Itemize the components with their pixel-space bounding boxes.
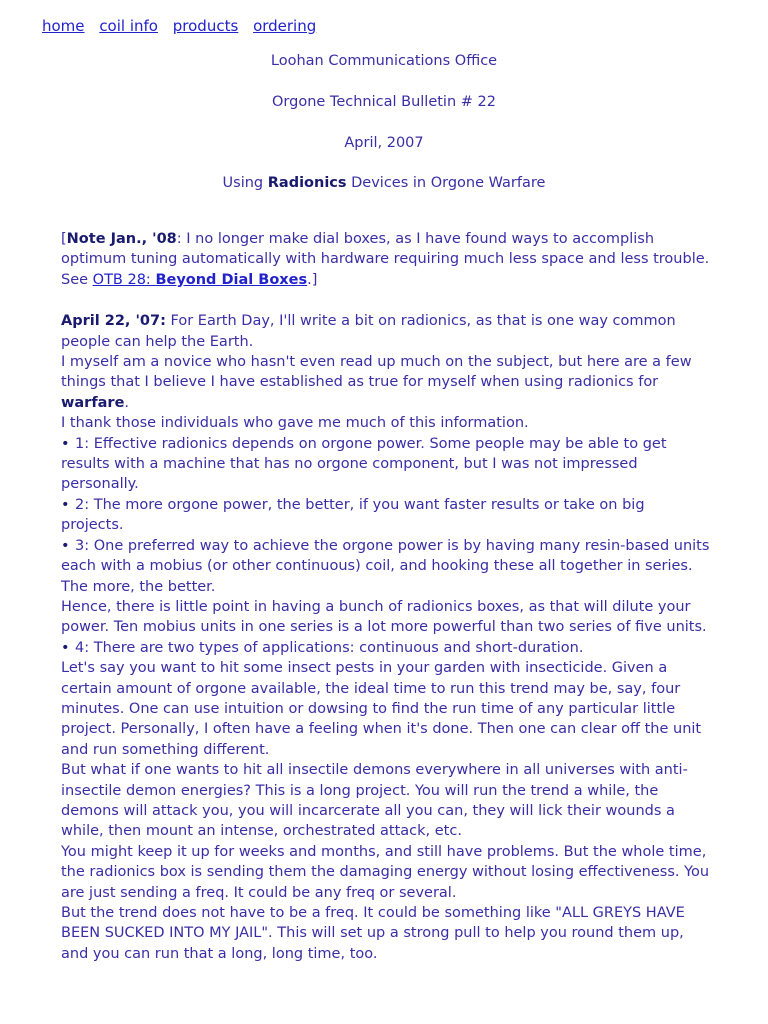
novice-text: I myself am a novice who hasn't even read up much on the subject, but here are a few things that I believe I have established as true for myself when using radionics for [61, 354, 692, 391]
otb28-link[interactable] [93, 272, 307, 288]
editor-note [61, 229, 711, 290]
office-heading: Loohan Communications Office [270, 53, 498, 69]
otb28-link-pre: OTB 28: [92, 271, 156, 288]
warfare-bold: warfare [61, 394, 125, 411]
article-body [61, 229, 711, 964]
trend-paragraph: But the trend does not have to be a freq. It could be something like "ALL GREYS HAVE BEEN SUCKED INTO MY JAIL". This will set up a strong pull to help you round them up, and you can run that a long, long time, too. [61, 905, 685, 962]
bulletin-date: April, 2007 [344, 135, 424, 151]
bullet-2-text: 2: The more orgone power, the better, if you want faster results or take on big projects. [61, 496, 645, 534]
top-nav [42, 17, 326, 35]
bullet-3 [61, 536, 711, 597]
insect-paragraph: Let's say you want to hit some insect pests in your garden with insecticide. Given a certain amount of orgone available, the ideal time to run this trend may be, say, four minutes. One can use intuition or dowsing to find the run time of any particular little project. Personally, I often have a feeling when it's done. Then one can clear off the unit and run something different. [61, 660, 702, 758]
bullet-1-text: 1: Effective radionics depends on orgone power. Some people may be able to get results with a machine that has no orgone component, but I was not impressed personally. [61, 435, 667, 493]
bullet-2 [61, 495, 711, 536]
novice-end: . [124, 394, 130, 411]
bullet-1 [61, 434, 711, 495]
intro-text: For Earth Day, I'll write a bit on radionics, as that is one way common people can help the Earth. [61, 313, 676, 350]
bullet-4 [61, 638, 711, 658]
note-close: .] [307, 271, 318, 288]
nav-products-link[interactable]: products [172, 17, 239, 35]
article-title [0, 175, 768, 191]
title-pre: Using [222, 175, 268, 191]
note-label: Note Jan., '08 [66, 231, 177, 247]
nav-coil-info-link[interactable]: coil info [99, 17, 158, 35]
thanks-paragraph: I thank those individuals who gave me much of this information. [61, 415, 529, 432]
title-post: Devices in Orgone Warfare [346, 175, 546, 191]
note-open: [ [61, 231, 67, 247]
hence-paragraph: Hence, there is little point in having a bunch of radionics boxes, as that will dilute your power. Ten mobius units in one series is a lot more powerful than two series of five units. [61, 598, 707, 636]
bulletin-heading: Orgone Technical Bulletin # 22 [272, 94, 496, 110]
title-bold: Radionics [267, 175, 347, 191]
bullet-4-text: 4: There are two types of applications: continuous and short-duration. [75, 639, 584, 656]
entry-date: April 22, '07: [61, 313, 166, 330]
bullet-3-text: 3: One preferred way to achieve the orgone power is by having many resin-based units each with a mobius (or other continuous) coil, and hooking these all together in series. The more, the better. [61, 537, 710, 595]
otb28-link-bold: Beyond Dial Boxes [155, 271, 308, 288]
nav-ordering-link[interactable]: ordering [253, 17, 317, 35]
intro-paragraph [61, 311, 711, 352]
novice-paragraph [61, 352, 711, 413]
demons-paragraph: But what if one wants to hit all insectile demons everywhere in all universes with anti-insectile demon energies? This is a long project. You will run the trend a while, the demons will attack you, you will incarcerate all you can, they will lick their wounds a while, then mount an intense, orchestrated attack, etc. [61, 762, 688, 840]
nav-home-link[interactable]: home [42, 17, 85, 35]
note-text: : I no longer make dial boxes, as I have found ways to accomplish optimum tuning automatically with hardware requiring much less space and less trouble. See [61, 231, 710, 288]
weeks-paragraph: You might keep it up for weeks and months, and still have problems. But the whole time, the radionics box is sending them the damaging energy without losing effectiveness. You are just sending a freq. It could be any freq or several. [61, 843, 710, 901]
